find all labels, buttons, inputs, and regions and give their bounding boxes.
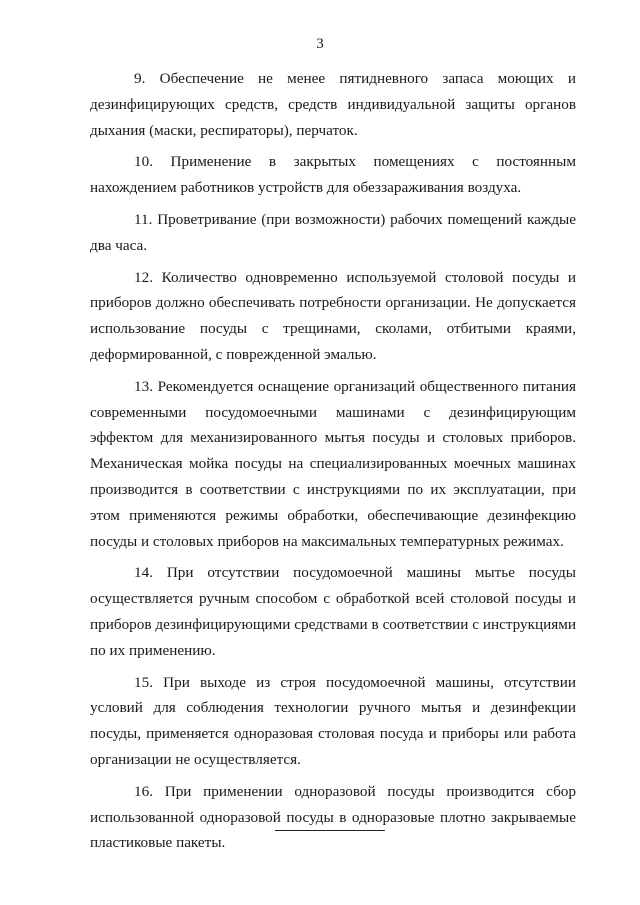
page-number: 3 xyxy=(316,36,324,52)
paragraph-13: 13. Рекомендуется оснащение организаций общественного питания современными посудомоечными машинами с дезинфицирующим эффектом для механизированного мытья посуды и столовых приборов. Механическая мойка посуды на специализированных моечных машинах производится в соответствии с инструкциями по их эксплуатации, при этом применяются режимы обработки, обеспечивающие дезинфекцию посуды и столовых приборов на максимальных температурных режимах. xyxy=(90,377,576,550)
paragraph-10: 10. Применение в закрытых помещениях с постоянным нахождением работников устройств для обеззараживания воздуха. xyxy=(90,153,576,197)
paragraph-15: 15. При выходе из строя посудомоечной машины, отсутствии условий для соблюдения технологии ручного мытья и дезинфекции посуды, применяется одноразовая столовая посуда и приборы или работа организации не осуществляется. xyxy=(90,673,576,768)
paragraph-12: 12. Количество одновременно используемой столовой посуды и приборов должно обеспечивать потребности организации. Не допускается использование посуды с трещинами, сколами, отбитыми краями, деформированной, с поврежденной эмалью. xyxy=(90,268,576,363)
paragraph-14: 14. При отсутствии посудомоечной машины мытье посуды осуществляется ручным способом с обработкой всей столовой посуды и приборов дезинфицирующими средствами в соответствии с инструкциями по их применению. xyxy=(90,564,576,659)
paragraph-16: 16. При применении одноразовой посуды производится сбор использованной одноразовой посуды в одноразовые плотно закрываемые пластиковые пакеты. xyxy=(90,782,576,852)
end-of-text-rule xyxy=(275,830,385,831)
paragraph-11: 11. Проветривание (при возможности) рабочих помещений каждые два часа. xyxy=(90,210,576,254)
paragraph-9: 9. Обеспечение не менее пятидневного запаса моющих и дезинфицирующих средств, средств индивидуальной защиты органов дыхания (маски, респираторы), перчаток. xyxy=(90,70,576,139)
document-body xyxy=(90,66,576,862)
